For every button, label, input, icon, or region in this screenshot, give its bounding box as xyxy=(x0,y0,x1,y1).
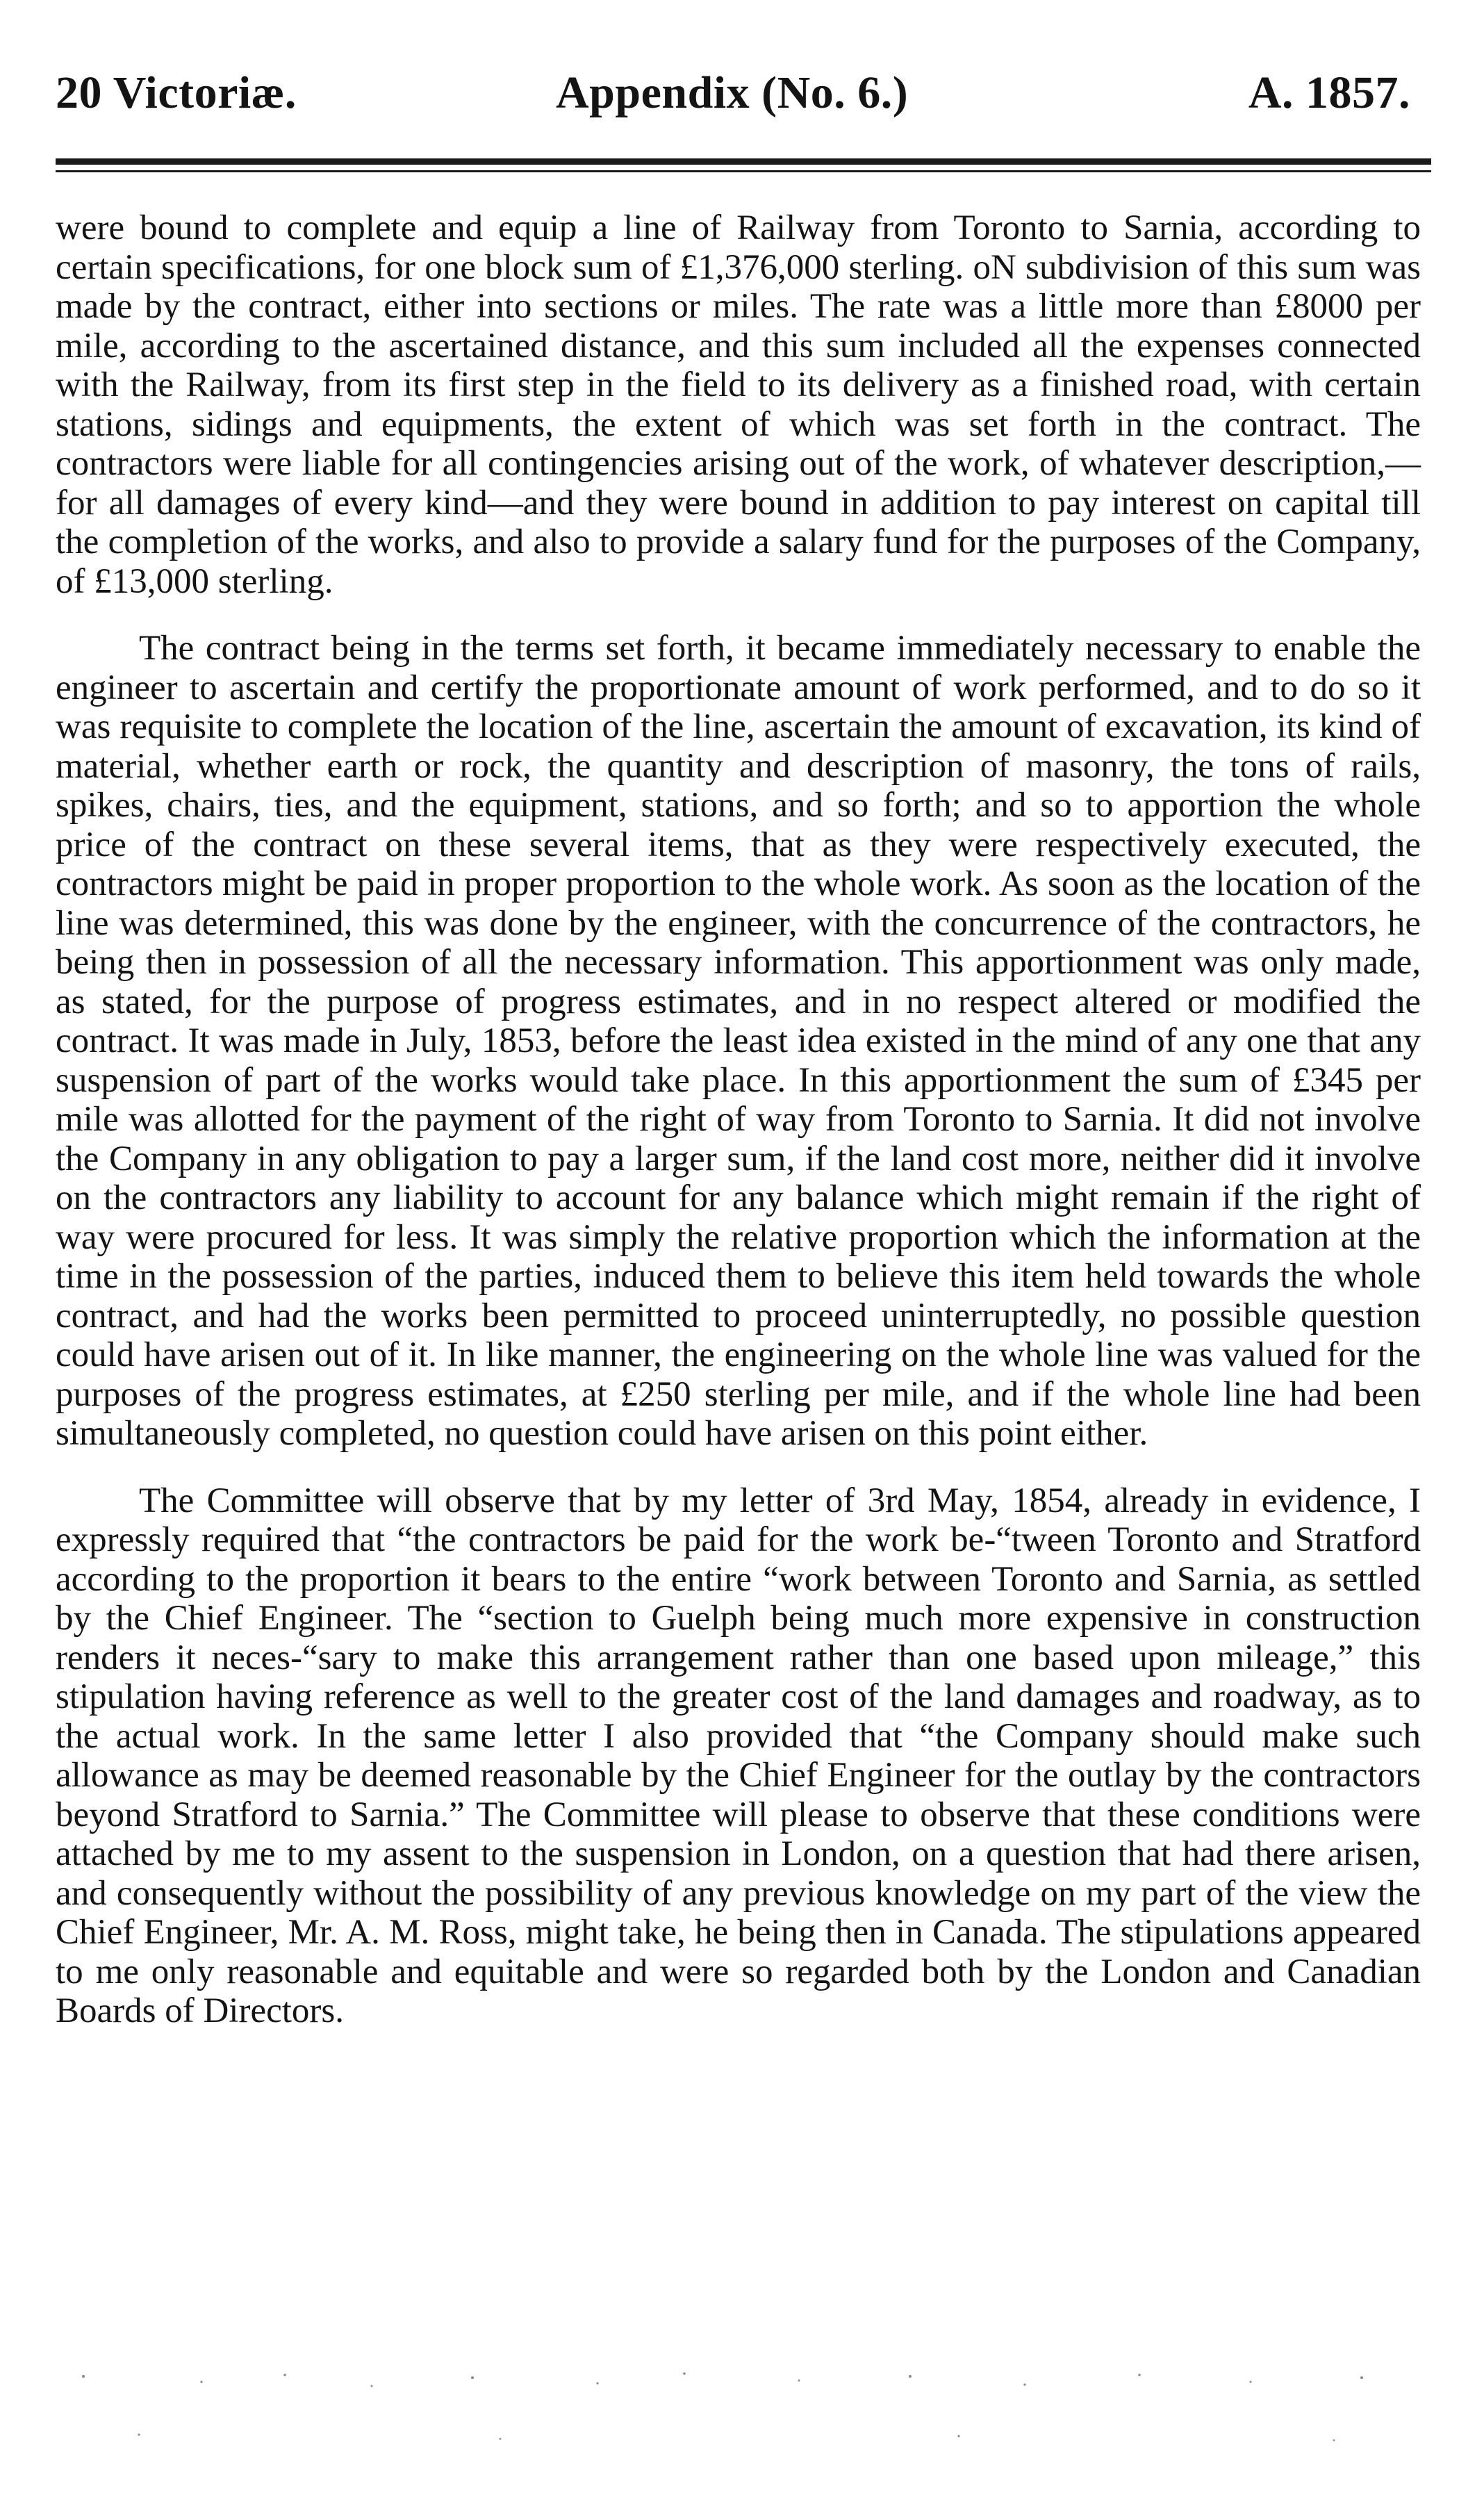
header-rule-thick xyxy=(56,158,1431,165)
paragraph-1: were bound to complete and equip a line of Railway from Toronto to Sarnia, according to certain specifications, for one block sum of £1,376,000 sterling. oN subdivision of this sum was made by the contract, either into sections or miles. The rate was a little more than £8000 per mile, according to the ascertained distance, and this sum included all the expenses connected with the Railway, from its first step in the field to its delivery as a finished road, with certain stations, sidings and equipments, the extent of which was set forth in the contract. The contractors were liable for all contingencies arising out of the work, of whatever description,—for all damages of every kind—and they were bound in addition to pay interest on capital till the completion of the works, and also to provide a salary fund for the purposes of the Company, of £13,000 sterling. xyxy=(56,208,1421,601)
header-session-label: 20 Victoriæ. xyxy=(56,67,297,118)
document-page xyxy=(56,0,1431,2500)
paragraph-2: The contract being in the terms set forth, it became immediately necessary to enable the engineer to ascertain and certify the proportionate amount of work performed, and to do so it was requisite to complete the location of the line, ascertain the amount of excavation, its kind of material, whether earth or rock, the quantity and description of masonry, the tons of rails, spikes, chairs, ties, and the equipment, stations, and so forth; and so to apportion the whole price of the contract on these several items, that as they were respectively executed, the contractors might be paid in proper proportion to the whole work. As soon as the location of the line was determined, this was done by the engineer, with the concurrence of the contractors, he being then in possession of all the necessary information. This apportionment was only made, as stated, for the purpose of progress estimates, and in no respect altered or modified the contract. It was made in July, 1853, before the least idea existed in the mind of any one that any suspension of part of the works would take place. In this apportionment the sum of £345 per mile was allotted for the payment of the right of way from Toronto to Sarnia. It did not involve the Company in any obligation to pay a larger sum, if the land cost more, neither did it involve on the contractors any liability to account for any balance which might remain if the right of way were procured for less. It was simply the relative proportion which the information at the time in the possession of the parties, induced them to believe this item held towards the whole contract, and had the works been permitted to proceed uninterruptedly, no possible question could have arisen out of it. In like manner, the engineering on the whole line was valued for the purposes of the progress estimates, at £250 sterling per mile, and if the whole line had been simultaneously completed, no question could have arisen on this point either. xyxy=(56,629,1421,1453)
body-text xyxy=(56,208,1421,2031)
paragraph-3: The Committee will observe that by my letter of 3rd May, 1854, already in evidence, I expressly required that “the contractors be paid for the work be-“tween Toronto and Stratford according to the proportion it bears to the entire “work between Toronto and Sarnia, as settled by the Chief Engineer. The “section to Guelph being much more expensive in construction renders it neces-“sary to make this arrangement rather than one based upon mileage,” this stipulation having reference as well to the greater cost of the land damages and roadway, as to the actual work. In the same letter I also provided that “the Company should make such allowance as may be deemed reasonable by the Chief Engineer for the outlay by the contractors beyond Stratford to Sarnia.” The Committee will please to observe that these conditions were attached by me to my assent to the suspension in London, on a question that had there arisen, and consequently without the possibility of any previous knowledge on my part of the view the Chief Engineer, Mr. A. M. Ross, might take, he being then in Canada. The stipulations appeared to me only reasonable and equitable and were so regarded both by the London and Canadian Boards of Directors. xyxy=(56,1481,1421,2030)
running-header xyxy=(56,67,1431,129)
header-appendix-label: Appendix (No. 6.) xyxy=(556,67,909,118)
scan-noise-specks xyxy=(56,2362,1431,2446)
header-rule-thin xyxy=(56,170,1431,172)
header-year-label: A. 1857. xyxy=(1248,67,1410,118)
